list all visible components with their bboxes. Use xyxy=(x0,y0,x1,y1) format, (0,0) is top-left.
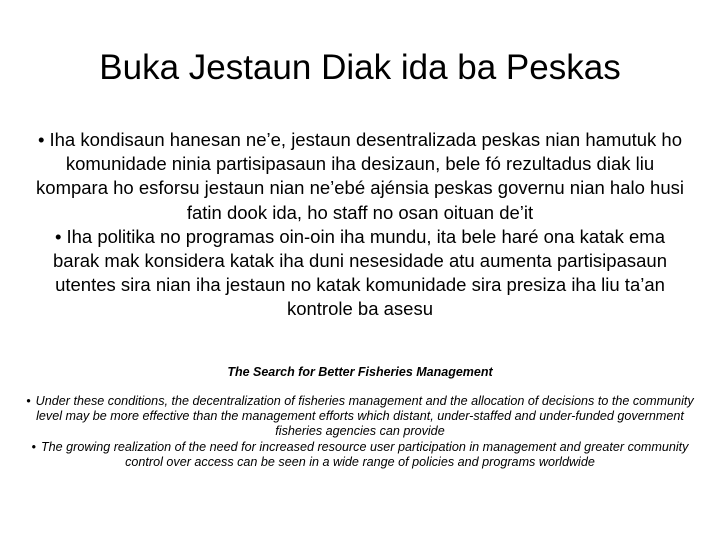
main-bullet-list xyxy=(36,128,684,322)
main-bullet-item xyxy=(36,225,684,322)
bullet-icon: • xyxy=(54,225,62,247)
bullet-icon: • xyxy=(31,439,36,454)
main-bullet-text: Iha politika no programas oin-oin iha mundu, ita bele haré ona katak ema barak mak konsidera katak iha duni nesesidade atu aumenta partisipasaun utentes sira nian iha jestaun no katak komunidade sira presiza iha liu ta’an kontrole ba asesu xyxy=(53,225,667,320)
bullet-icon: • xyxy=(26,394,31,408)
english-bullet-text: Under these conditions, the decentralization of fisheries management and the allocation of decisions to the community level may be more effective than the management efforts which distant, under-staffed and under-funded government fisheries agencies can provide xyxy=(35,394,694,439)
main-bullet-item xyxy=(36,128,684,225)
bullet-icon: • xyxy=(37,129,45,150)
english-bullet-item xyxy=(22,440,698,470)
english-bullet-text: The growing realization of the need for increased resource user participation in management and greater community control over access can be seen in a wide range of policies and programs worldwide xyxy=(40,439,689,469)
english-bullet-item xyxy=(22,394,698,440)
english-bullet-list xyxy=(22,394,698,470)
slide-title: Buka Jestaun Diak ida ba Peskas xyxy=(99,48,621,87)
english-subtitle: The Search for Better Fisheries Management xyxy=(227,365,493,379)
main-bullet-text: Iha kondisaun hanesan ne’e, jestaun desentralizada peskas nian hamutuk ho komunidade ninia partisipasaun iha desizaun, bele fó rezultadus diak liu kompara ho esforsu jestaun nian ne’ebé ajénsia peskas governu nian halo husi fatin dook ida, ho staff no osan oituan de’it xyxy=(36,129,684,223)
